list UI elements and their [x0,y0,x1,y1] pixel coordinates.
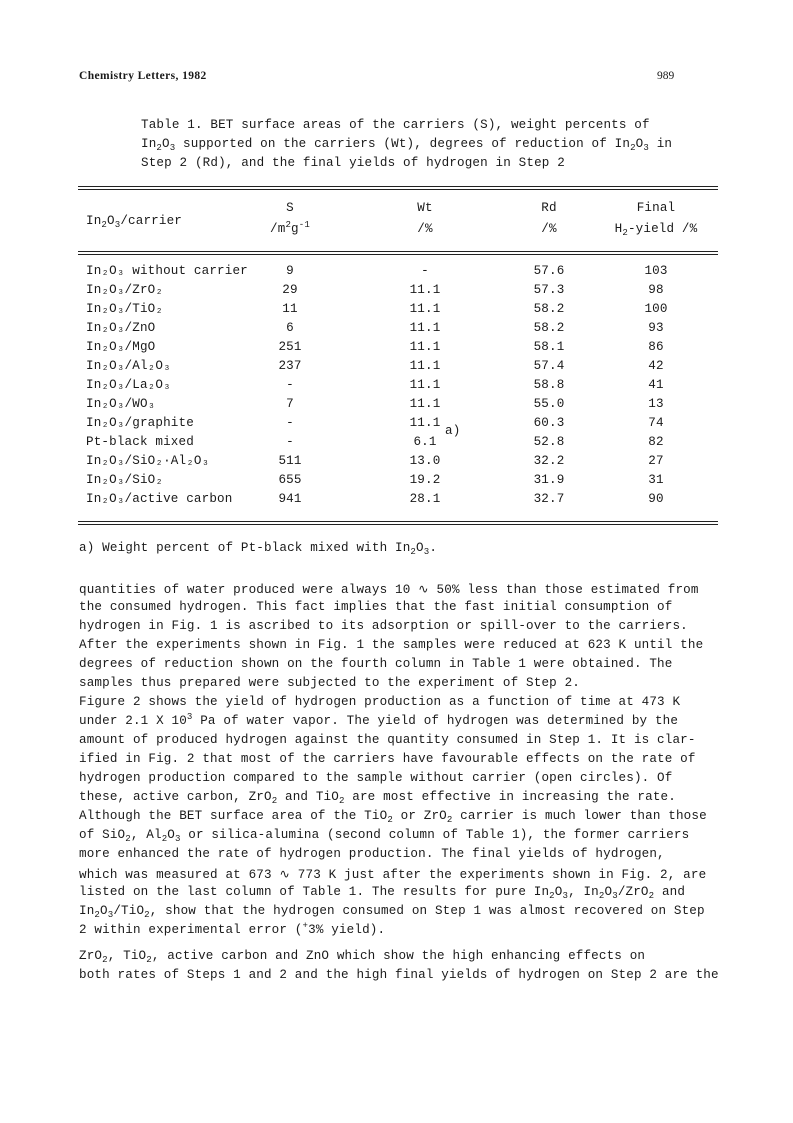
table-cell-wt: - [421,264,429,278]
table-cell-final-yield: 90 [648,492,664,506]
body-line: Although the BET surface area of the TiO$_2$ or ZrO$_2$ carrier is much lower than those [79,809,707,825]
table-cell-final-yield: 86 [648,340,664,354]
body-line: 2 within experimental error (+3% yield). [79,920,386,937]
table-cell-s: - [286,416,294,430]
table-cell-s: 6 [286,321,294,335]
table-cell-carrier: In₂O₃/WO₃ [86,397,156,411]
table-cell-final-yield: 27 [648,454,664,468]
table-cell-carrier: In₂O₃/graphite [86,416,194,430]
table-cell-final-yield: 13 [648,397,664,411]
table-top-rule [78,186,718,187]
table-cell-wt: 11.1 [409,283,441,297]
table-cell-rd: 32.2 [533,454,565,468]
table-caption-line-2: $In_2O_3$ supported on the carriers (Wt), degrees of reduction of $In_2O_3$ in [141,137,673,153]
table-cell-wt: 19.2 [409,473,441,487]
table-cell-rd: 55.0 [533,397,565,411]
body-line: Figure 2 shows the yield of hydrogen production as a function of time at 473 K [79,695,681,709]
table-cell-carrier: In₂O₃/SiO₂·Al₂O₃ [86,454,210,468]
body-line: these, active carbon, ZrO$_2$ and TiO$_2$ are most effective in increasing the rate. [79,790,676,806]
body-line: amount of produced hydrogen against the quantity consumed in Step 1. It is clar- [79,733,696,747]
table-cell-s: 29 [282,283,298,297]
col-header-s-unit: $/m^2g^{-1}$ [270,219,310,236]
col-header-wt: Wt [417,201,433,215]
body-line: both rates of Steps 1 and 2 and the high final yields of hydrogen on Step 2 are the [79,968,719,982]
table-cell-wt: 11.1 [409,359,441,373]
table-cell-s: 251 [278,340,302,354]
page-number: 989 [657,70,675,82]
col-header-s: S [286,201,294,215]
table-cell-carrier: In₂O₃ without carrier [86,264,248,278]
table-cell-wt: 11.1 [409,321,441,335]
table-cell-carrier: In₂O₃/TiO₂ [86,302,164,316]
body-line: listed on the last column of Table 1. The results for pure $In_2O_3$, $In_2O_3/ZrO_2$ and [79,885,686,901]
table-cell-s: 941 [278,492,302,506]
table-footnote: a) Weight percent of Pt-black mixed with $In_2O_3$. [79,541,438,557]
col-header-final: Final [636,201,676,215]
table-caption-line-1: Table 1. BET surface areas of the carriers (S), weight percents of [141,118,650,132]
table-cell-rd: 58.1 [533,340,565,354]
table-cell-rd: 32.7 [533,492,565,506]
table-cell-carrier: In₂O₃/MgO [86,340,156,354]
body-line: ZrO$_2$, TiO$_2$, active carbon and ZnO which show the high enhancing effects on [79,949,646,965]
body-line: hydrogen production compared to the sample without carrier (open circles). Of [79,771,673,785]
table-cell-s: 511 [278,454,302,468]
table-cell-final-yield: 93 [648,321,664,335]
body-line: After the experiments shown in Fig. 1 the samples were reduced at 623 K until the [79,638,704,652]
table-bottom-rule [78,521,718,522]
table-cell-rd: 31.9 [533,473,565,487]
body-line: degrees of reduction shown on the fourth column in Table 1 were obtained. The [79,657,673,671]
table-cell-carrier: In₂O₃/ZrO₂ [86,283,164,297]
table-cell-s: 237 [278,359,302,373]
body-line: ified in Fig. 2 that most of the carriers have favourable effects on the rate of [79,752,696,766]
table-top-rule-2 [78,189,718,190]
table-cell-s: - [286,378,294,392]
table-cell-wt: 11.1 [409,397,441,411]
table-cell-wt: 11.1 [409,340,441,354]
col-header-carrier: $In_2O_3$/carrier [86,214,182,230]
table-cell-rd: 57.3 [533,283,565,297]
table-cell-s: 7 [286,397,294,411]
body-line: more enhanced the rate of hydrogen production. The final yields of hydrogen, [79,847,665,861]
body-line: $In_2O_3/TiO_2$, show that the hydrogen consumed on Step 1 was almost recovered on Step [79,904,705,920]
body-line: the consumed hydrogen. This fact implies that the fast initial consumption of [79,600,673,614]
journal-header: Chemistry Letters, 1982 [79,70,207,82]
table-cell-wt: 11.1 [409,378,441,392]
col-header-rd: Rd [541,201,557,215]
table-cell-rd: 57.6 [533,264,565,278]
table-cell-wt: 11.1 [409,302,441,316]
table-cell-rd: 52.8 [533,435,565,449]
table-cell-final-yield: 31 [648,473,664,487]
table-cell-wt: 13.0 [409,454,441,468]
table-cell-rd: 58.2 [533,321,565,335]
table-bottom-rule-2 [78,524,718,525]
body-line: quantities of water produced were always 10 ∿ 50% less than those estimated from [79,583,699,597]
table-cell-carrier: In₂O₃/ZnO [86,321,156,335]
table-cell-final-yield: 74 [648,416,664,430]
body-line: hydrogen in Fig. 1 is ascribed to its adsorption or spill-over to the carriers. [79,619,688,633]
body-line: under 2.1 X $10^3$ Pa of water vapor. The yield of hydrogen was determined by the [79,711,679,728]
table-cell-s: 11 [282,302,298,316]
body-line: of SiO$_2$, $Al_2O_3$ or silica-alumina (second column of Table 1), the former carriers [79,828,690,844]
body-line: samples thus prepared were subjected to the experiment of Step 2. [79,676,580,690]
table-caption-line-3: Step 2 (Rd), and the final yields of hydrogen in Step 2 [141,156,565,170]
table-cell-carrier: Pt-black mixed [86,435,194,449]
table-header-rule [78,251,718,252]
table-cell-wt: 6.1 [413,435,437,449]
table-cell-final-yield: 98 [648,283,664,297]
table-header-rule-2 [78,254,718,255]
table-cell-carrier: In₂O₃/La₂O₃ [86,378,171,392]
table-cell-carrier: In₂O₃/SiO₂ [86,473,164,487]
table-cell-carrier: In₂O₃/active carbon [86,492,233,506]
table-cell-final-yield: 42 [648,359,664,373]
table-cell-final-yield: 103 [644,264,668,278]
table-cell-s: 9 [286,264,294,278]
table-cell-s: - [286,435,294,449]
table-cell-wt: 11.1 [409,416,441,430]
table-cell-rd: 58.8 [533,378,565,392]
table-cell-wt: 28.1 [409,492,441,506]
table-cell-rd: 57.4 [533,359,565,373]
col-header-final-unit: $H_2$-yield /% [614,222,698,238]
table-cell-final-yield: 82 [648,435,664,449]
col-header-rd-unit: /% [541,222,557,236]
col-header-wt-unit: /% [417,222,433,236]
table-cell-carrier: In₂O₃/Al₂O₃ [86,359,171,373]
table-cell-final-yield: 41 [648,378,664,392]
table-cell-s: 655 [278,473,302,487]
body-line: which was measured at 673 ∿ 773 K just after the experiments shown in Fig. 2, are [79,868,707,882]
table-cell-final-yield: 100 [644,302,668,316]
table-cell-rd: 60.3 [533,416,565,430]
table-cell-rd: 58.2 [533,302,565,316]
